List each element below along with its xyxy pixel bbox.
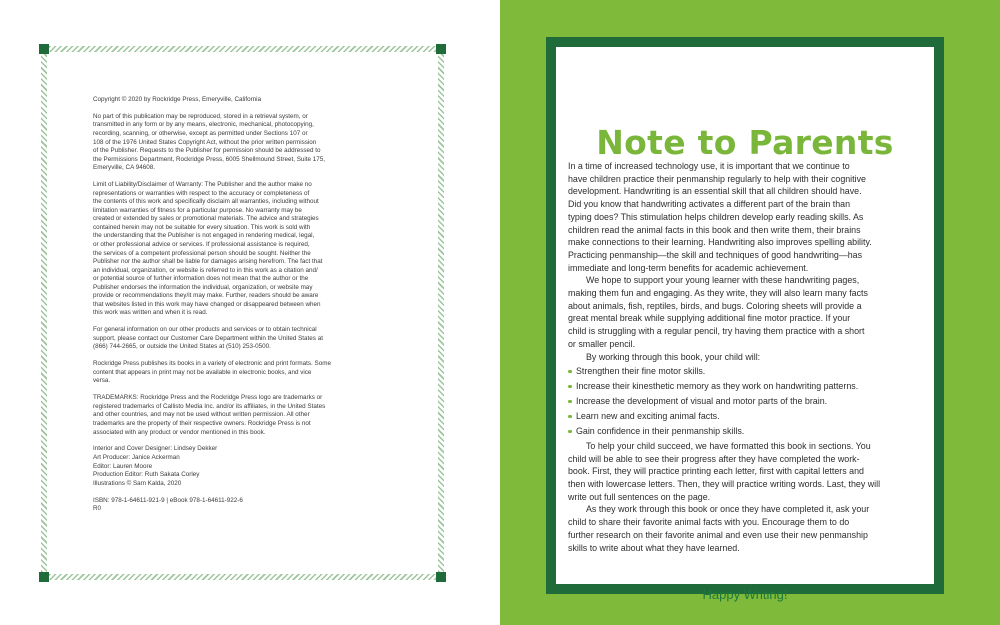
- text-line: or other professional advice or services. If professional assistance is required,: [93, 240, 310, 248]
- text-line: development. Handwriting is an essential skill that all children should have.: [568, 186, 862, 197]
- text-line: In a time of increased technology use, it is important that we continue to: [568, 161, 850, 171]
- bullet-list: [568, 365, 924, 437]
- text-line: transmitted in any form or by any means, electronic, mechanical, photocopying,: [93, 121, 314, 129]
- printing-line: R0: [93, 505, 102, 513]
- text-line: support, please contact our Customer Care Department within the United States at: [93, 334, 323, 342]
- text-line: TRADEMARKS: Rockridge Press and the Rockridge Press logo are trademarks or: [93, 394, 323, 402]
- note-to-parents-page: [500, 0, 1000, 625]
- bullet-icon: [568, 385, 572, 389]
- list-item: [568, 425, 924, 438]
- formats-paragraph: [93, 360, 393, 386]
- list-item: [568, 395, 924, 408]
- text-line: then with lowercase letters. Then, they will practice writing words. Last, they will: [568, 479, 881, 489]
- text-line: child to share their favorite animal facts with you. Encourage them to do: [568, 517, 850, 528]
- bullet-icon: [568, 430, 572, 434]
- corner-square: [39, 44, 49, 54]
- bullets-intro: [568, 351, 924, 364]
- text-line: content that appears in print may not be available in electronic books, and vice: [93, 368, 312, 376]
- text-line: associated with any product or vendor mentioned in this book.: [93, 428, 266, 436]
- text-line: skills to write about what they have learned.: [568, 542, 740, 553]
- closing-line: Happy Writing!: [702, 587, 788, 602]
- border-bottom: [49, 574, 436, 580]
- rights-paragraph: [93, 113, 393, 173]
- text-line: limitation warranties of fitness for a particular purpose. No warranty may be: [93, 206, 302, 214]
- text-line: great mental break while supplying additional fine motor practice. If your: [568, 313, 851, 324]
- text-line: 108 of the 1976 United States Copyright Act, without the prior written permission: [93, 138, 317, 146]
- text-line: Publisher endorses the information the individual, organization, or website may: [93, 283, 313, 291]
- list-item: [568, 365, 924, 378]
- text-line: making them fun and engaging. As they write, they will also learn many facts: [568, 288, 868, 299]
- list-item-text: Increase the development of visual and motor parts of the brain.: [576, 396, 828, 407]
- text-line: child is struggling with a regular pencil, try having them practice with a short: [568, 326, 865, 337]
- liability-paragraph: [93, 181, 393, 318]
- note-body: [568, 160, 924, 554]
- support-paragraph: [568, 274, 924, 350]
- text-line: or smaller pencil.: [568, 338, 636, 349]
- text-line: versa.: [93, 377, 111, 385]
- sections-paragraph: [568, 440, 924, 504]
- text-line: that websites listed in this work may have changed or disappeared between when: [93, 300, 321, 308]
- corner-square: [436, 572, 446, 582]
- list-item: [568, 410, 924, 423]
- text-line: registered trademarks of Callisto Media Inc. and/or its affiliates, in the United States: [93, 402, 326, 410]
- bullet-icon: [568, 400, 572, 404]
- list-item-text: Strengthen their fine motor skills.: [576, 366, 706, 377]
- copyright-line: Copyright © 2020 by Rockridge Press, Emeryville, California: [93, 96, 262, 103]
- border-top: [49, 46, 436, 52]
- text-line: recording, scanning, or otherwise, except as permitted under Sections 107 or: [93, 130, 308, 138]
- text-line: As they work through this book or once they have completed it, ask your: [586, 504, 870, 515]
- list-item-text: Gain confidence in their penmanship skills.: [576, 426, 745, 436]
- border-right: [438, 54, 444, 572]
- text-line: Production Editor: Ruth Sakata Corley: [93, 471, 200, 479]
- text-line: an individual, organization, or website is referred to in this work as a citation and/: [93, 266, 318, 274]
- text-line: the Permissions Department, Rockridge Press, 6005 Shellmound Street, Suite 175,: [93, 155, 326, 163]
- text-line: Interior and Cover Designer: Lindsey Dekker: [93, 445, 218, 453]
- text-line: provide or recommendations they/it may make. Further, readers should be aware: [93, 292, 319, 300]
- text-line: By working through this book, your child will:: [586, 351, 761, 362]
- text-line: Art Producer: Janice Ackerman: [93, 454, 180, 462]
- bullet-icon: [568, 415, 572, 419]
- border-left: [41, 54, 47, 572]
- text-line: created or extended by sales or promotional materials. The advice and strategies: [93, 215, 319, 223]
- text-line: Did you know that handwriting activates a different part of the brain than: [568, 199, 851, 210]
- text-line: No part of this publication may be reproduced, stored in a retrieval system, or: [93, 112, 308, 120]
- list-item-text: Learn new and exciting animal facts.: [576, 411, 720, 422]
- text-line: Rockridge Press publishes its books in a variety of electronic and print formats. Some: [93, 360, 331, 368]
- text-line: book. First, they will practice printing each letter, first with capital letters and: [568, 466, 864, 477]
- text-line: Editor: Lauren Moore: [93, 462, 153, 470]
- text-line: and other countries, and may not be used without written permission. All other: [93, 411, 310, 419]
- text-line: immediate and long-term benefits for academic achievement.: [568, 262, 809, 273]
- text-line: For general information on our other products and services or to obtain technical: [93, 326, 317, 334]
- text-line: representations or warranties with respect to the accuracy or completeness of: [93, 189, 310, 197]
- list-item: [568, 380, 924, 393]
- text-line: or potential source of further information does not mean that the author or the: [93, 275, 309, 283]
- bullet-icon: [568, 370, 572, 374]
- corner-square: [39, 572, 49, 582]
- trademarks-paragraph: [93, 394, 393, 437]
- text-line: typing does? This stimulation helps children develop early reading skills. As: [568, 211, 864, 222]
- credits-paragraph: [93, 445, 393, 488]
- text-line: contained herein may not be suitable for every situation. This work is sold with: [93, 223, 311, 231]
- text-line: further research on their favorite animal and even use their new penmanship: [568, 529, 868, 540]
- text-line: about animals, fish, reptiles, birds, and bugs. Coloring sheets will provide a: [568, 300, 862, 311]
- isbn-paragraph: [93, 497, 393, 514]
- note-content-box: [556, 47, 934, 602]
- text-line: write out full sentences on the page.: [568, 491, 711, 502]
- text-line: children read the animal facts in this book and then write them, their brains: [568, 224, 861, 235]
- page-title: Note to Parents: [596, 123, 894, 162]
- share-paragraph: [568, 503, 924, 554]
- customer-care-paragraph: [93, 326, 393, 352]
- text-line: Emeryville, CA 94608.: [93, 164, 155, 172]
- text-line: trademarks are the property of their respective owners. Rockridge Press is not: [93, 420, 311, 427]
- intro-paragraph: [568, 160, 924, 274]
- text-line: have children practice their penmanship regularly to help with their cognitive: [568, 173, 866, 184]
- isbn-line: ISBN: 978-1-64611-921-9 | eBook 978-1-64611-922-6: [93, 496, 243, 504]
- text-line: child will be able to see their progress after they have completed the work-: [568, 453, 860, 464]
- text-line: Limit of Liability/Disclaimer of Warranty: The Publisher and the author make no: [93, 181, 312, 189]
- corner-square: [436, 44, 446, 54]
- copyright-text-block: [93, 96, 393, 514]
- text-line: this work was written and when it is read.: [93, 309, 208, 317]
- text-line: Illustrations © Sam Kalda, 2020: [93, 479, 182, 487]
- text-line: (866) 744-2665, or outside the United States at (510) 253-0500.: [93, 343, 271, 351]
- text-line: To help your child succeed, we have formatted this book in sections. You: [586, 440, 871, 451]
- text-line: of the Publisher. Requests to the Publisher for permission should be addressed to: [93, 147, 321, 155]
- text-line: Practicing penmanship—the skill and techniques of good handwriting—has: [568, 249, 863, 260]
- list-item-text: Increase their kinesthetic memory as they work on handwriting patterns.: [576, 381, 859, 392]
- text-line: the contents of this work and specifically disclaim all warranties, including without: [93, 198, 319, 206]
- text-line: the understanding that the Publisher is not engaged in rendering medical, legal,: [93, 232, 315, 240]
- text-line: make connections to their learning. Handwriting also improves spelling ability.: [568, 237, 872, 248]
- text-line: Publisher nor the author shall be liable for damages arising herefrom. The fact that: [93, 258, 323, 266]
- text-line: We hope to support your young learner with these handwriting pages,: [586, 275, 860, 286]
- text-line: the services of a competent professional person should be sought. Neither the: [93, 249, 311, 257]
